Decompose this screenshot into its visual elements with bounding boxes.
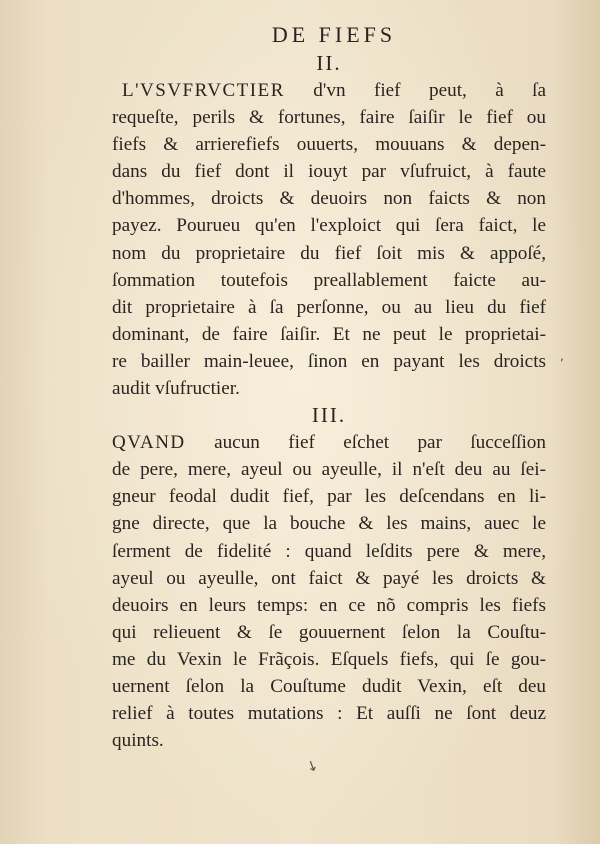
article-three-line-12: quints. [112,730,164,752]
article-three-line-1: QVAND aucun fief eſchet par ſucceſſion [112,432,546,454]
article-two-line-5: d'hommes, droicts & deuoirs non faicts & non [112,188,546,210]
article-two-line-11: re bailler main-leuee, ſinon en payant les droicts [112,350,546,372]
page-text [112,20,546,754]
article-three-line-11: relief à toutes mutations : Et auſſi ne ſont deuz [112,703,546,725]
running-head: DE FIEFS [271,22,397,47]
article-number-two: II. [316,51,342,75]
article-two-line-9: dit proprietaire à ſa perſonne, ou au lieu du fief [112,296,546,318]
article-two-line-8: ſommation toutefois preallablement faicte au- [112,269,546,291]
article-three-line-10: uernent ſelon la Couſtume dudit Vexin, eſt deu [112,675,546,697]
article-three-line-9: me du Vexin le Frãçois. Eſquels fiefs, qui ſe gou- [112,648,546,670]
article-three-line-8: qui relieuent & ſe gouuernent ſelon la Couſtu- [112,621,546,643]
article-number-three: III. [311,403,347,428]
article-three-lead-word: QVAND [112,432,186,454]
article-two-line-2: requeſte, perils & fortunes, faire ſaiſir le fief ou [112,107,546,129]
article-three-line-3: gneur feodal dudit fief, par les deſcendans en li- [112,486,546,508]
article-three-line-2: de pere, mere, ayeul ou ayeulle, il n'eſt deu au ſei- [112,459,546,481]
article-three-line-7: deuoirs en leurs temps: en ce nõ compris les fiefs [112,594,546,616]
ink-tick-mark: ↘ [303,756,321,776]
article-three-line-5: ſerment de fidelité : quand leſdits pere & mere, [112,540,546,562]
ink-speck: , [560,349,564,363]
article-two-line-6: payez. Pourueu qu'en l'exploict qui ſera faict, le [112,215,546,237]
article-two-line-3: fiefs & arrierefiefs ouuerts, mouuans & depen- [112,134,546,156]
article-two [112,77,546,402]
article-three-line-4: gne directe, que la bouche & les mains, auec le [112,513,546,535]
article-two-lead-word: L'VSVFRVCTIER [122,80,285,101]
article-three-line-6: ayeul ou ayeulle, ont faict & payé les droicts & [112,567,546,589]
article-three [112,429,546,754]
article-two-line-10: dominant, de faire ſaiſir. Et ne peut le proprietai- [112,323,546,345]
article-two-line-12: audit vſufructier. [112,378,240,400]
article-two-line-7: nom du proprietaire du fief ſoit mis & appoſé, [112,242,546,264]
article-two-line-4: dans du fief dont il iouyt par vſufruict, à faute [112,161,546,183]
article-two-line-1: L'VSVFRVCTIER d'vn fief peut, à ſa [122,80,547,101]
